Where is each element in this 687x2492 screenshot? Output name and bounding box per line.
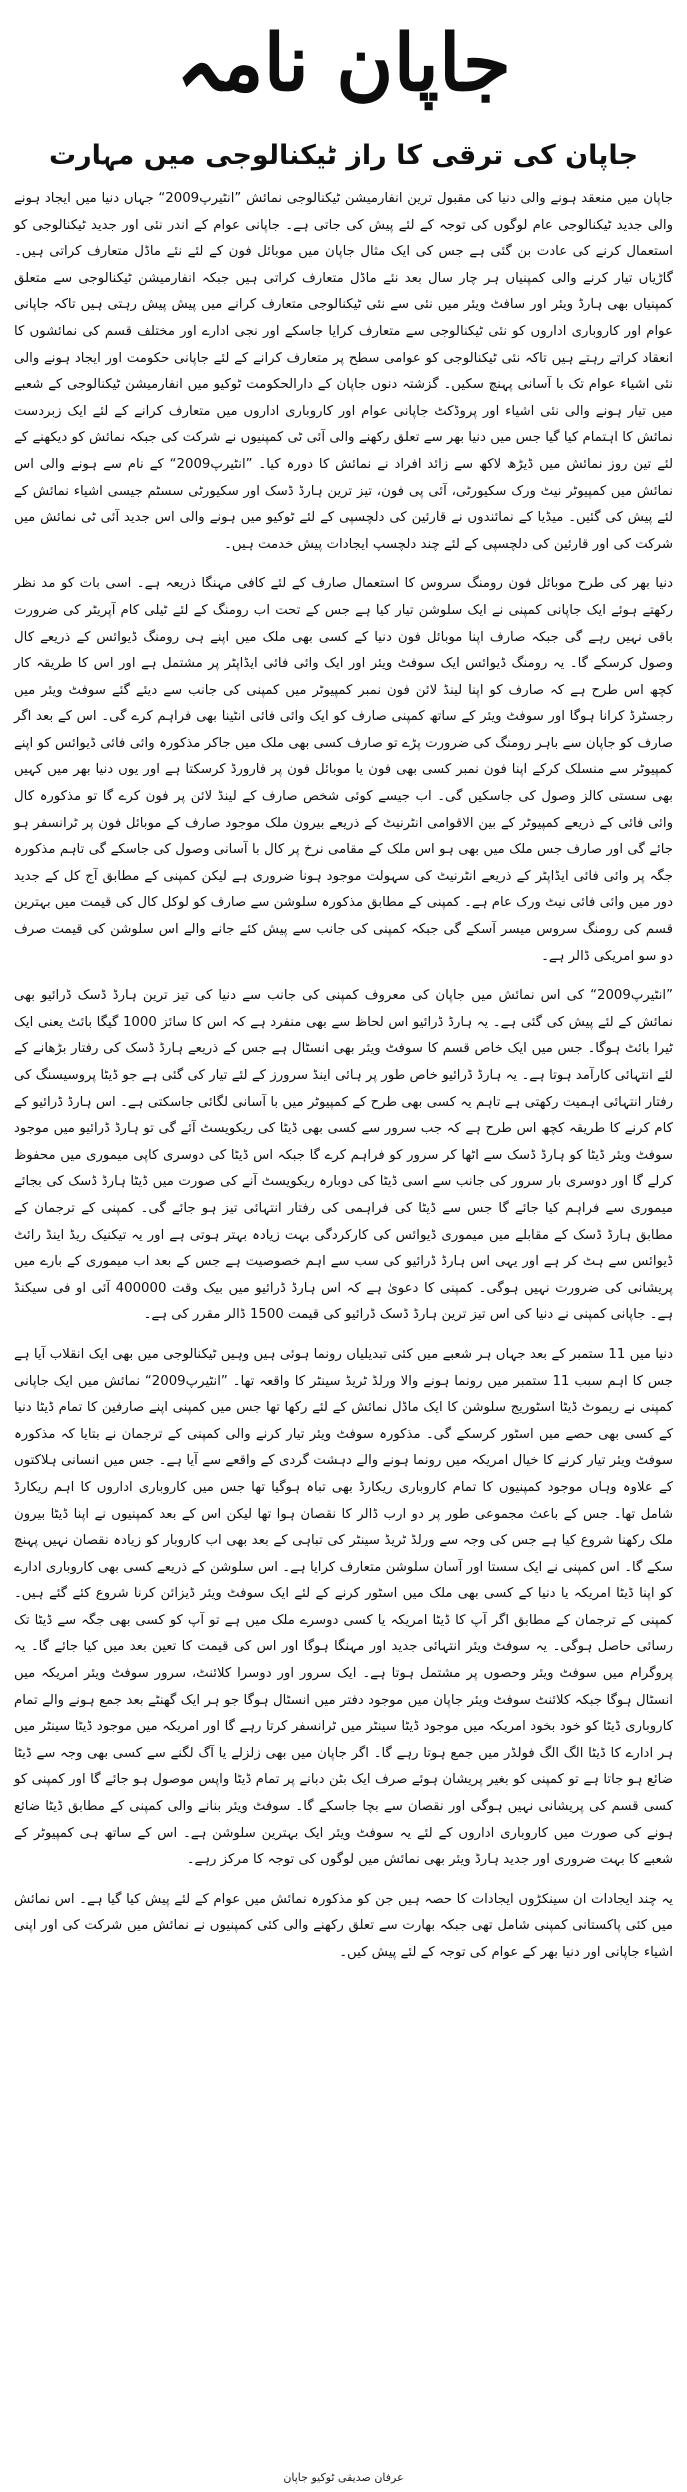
article-body [14, 186, 673, 1967]
headline: جاپان کی ترقی کا راز ٹیکنالوجی میں مہارت [48, 140, 639, 171]
paragraph: دنیا بھر کی طرح موبائل فون رومنگ سروس کا استعمال صارف کے لئے کافی مہنگا ذریعہ ہے۔ اسی بات کو مد نظر رکھتے ہوئے ایک جاپانی کمپنی نے ایک سلوشن تیار کیا ہے جس کے تحت اب رومنگ کے لئے ٹیلی کام آپریٹر کی ضرورت باقی نہیں رہے گی جبکہ صارف اپنا موبائل فون دنیا کے کسی بھی ملک میں اپنے ہی رومنگ ڈیوائس کے ذریعے کال وصول کرسکے گا۔ یہ رومنگ ڈیوائس ایک سوفٹ ویئر اور ایک وائی فائی ایڈاپٹر پر مشتمل ہے اور اس کا طریقہ کار کچھ اس طرح ہے کہ صارف کو اپنا لینڈ لائن فون نمبر کمپیوٹر میں کمپنی کی جانب سے دیئے گئے سوفٹ ویئر میں رجسٹرڈ کرانا ہوگا اور سوفٹ ویئر کے ساتھ کمپنی صارف کو ایک وائی فائی انٹینا بھی فراہم کرے گی۔ اس کے بعد اگر صارف کو جاپان سے باہر رومنگ کی ضرورت پڑے تو صارف کسی بھی ملک میں جاکر مذکورہ وائی فائی ڈیوائس کو اپنے کمپیوٹر سے منسلک کرکے اپنا فون نمبر کسی بھی فون یا موبائل فون پر فارورڈ کرسکتا ہے اور یوں دنیا بھر میں کہیں بھی سستی کالز وصول کی جاسکیں گی۔ اب جیسے کوئی شخص صارف کے لینڈ لائن پر فون کرے گا تو مذکورہ کال وائی فائی کے ذریعے کمپیوٹر کے بین الاقوامی انٹرنیٹ کے ذریعے بیرون ملک موجود صارف کے موبائل فون پر ٹرانسفر ہو جائے گی اور صارف جس ملک میں بھی ہو اس ملک کے مقامی نرخ پر کال با آسانی وصول کی جاسکے گی تاہم مذکورہ جگہ پر وائی فائی ایڈاپٹر کے ذریعے انٹرنیٹ کی سہولت موجود ہونا ضروری ہے لیکن کمپنی کے مطابق آج کل کے جدید دور میں وائی فائی نیٹ ورک عام ہے۔ کمپنی کے مطابق مذکورہ سلوشن سے صارف کو لوکل کال کی قیمت میں بہترین قسم کی رومنگ سروس میسر آسکے گی جبکہ کمپنی کی جانب سے پیش کئے جانے والے اس سلوشن کی قیمت صرف دو سو امریکی ڈالر ہے۔ [14, 576, 673, 964]
paragraph: جاپان میں منعقد ہونے والی دنیا کی مقبول ترین انفارمیشن ٹیکنالوجی نمائش ”انٹیرپ2009“ جہاں دنیا میں ایجاد ہونے والی جدید ٹیکنالوجی عام لوگوں کی توجہ کے لئے پیش کی جاتی ہے۔ جاپانی عوام کے اندر نئی اور جدید ٹیکنالوجی کو استعمال کرنے کی عادت بن گئی ہے جس کی ایک مثال جاپان میں موبائل فون کے لئے نئے ماڈل متعارف کراتی ہیں۔ گاڑیاں تیار کرنے والی کمپنیاں ہر چار سال بعد نئے ماڈل متعارف کراتی ہیں جبکہ انفارمیشن ٹیکنالوجی سے متعلق کمپنیاں بھی ہارڈ ویئر اور سافٹ ویئر میں نئی سے نئی ٹیکنالوجی متعارف کرانے میں پیش پیش رہتی ہیں تاکہ جاپانی عوام اور کاروباری اداروں کو نئی ٹیکنالوجی سے متعارف کرایا جاسکے اور نجی ادارے اور مختلف قسم کی نمائشوں کا انعقاد کراتے رہتے ہیں تاکہ نئی ٹیکنالوجی کو عوامی سطح پر متعارف کرانے کے لئے جاپانی حکومت اور ایجاد ہونے والی نئی اشیاء عوام تک با آسانی پہنچ سکیں۔ گزشتہ دنوں جاپان کے دارالحکومت ٹوکیو میں انفارمیشن ٹیکنالوجی کے شعبے میں تیار ہونے والی نئی اشیاء اور پروڈکٹ جاپانی عوام اور کاروباری اداروں میں متعارف کرانے کے لئے ایک زبردست نمائش کا اہتمام کیا گیا جس میں دنیا بھر سے تعلق رکھنے والی آئی ٹی کمپنیوں نے شرکت کی جبکہ نمائش کو دیکھنے کے لئے تین روز نمائش میں ڈیڑھ لاکھ سے زائد افراد نے نمائش کا دورہ کیا۔ ”انٹیرپ2009“ کے نام سے ہونے والی اس نمائش میں کمپیوٹر نیٹ ورک سکیورٹی، آئی پی فون، تیز ترین ہارڈ ڈسک اور سکیورٹی سسٹم جیسی اشیاء نمائش کے لئے پیش کی گئیں۔ میڈیا کے نمائندوں نے قارئین کی دلچسپی کے لئے ٹوکیو میں ہونے والی اس جدید آئی ٹی نمائش میں شرکت کی اور قارئین کی دلچسپی کے لئے چند دلچسپ ایجادات پیش خدمت ہیں۔ [14, 191, 673, 552]
masthead: جاپان نامہ [176, 18, 511, 109]
paragraph: ”انٹیرپ2009“ کی اس نمائش میں جاپان کی معروف کمپنی کی جانب سے دنیا کی تیز ترین ہارڈ ڈسک ڈرائیو بھی نمائش کے لئے پیش کی گئی ہے۔ یہ ہارڈ ڈرائیو اس لحاظ سے بھی منفرد ہے کہ اس کا سائز 1000 گیگا بائٹ یعنی ایک ٹیرا بائٹ ہوگا۔ جس میں ایک خاص قسم کا سوفٹ ویئر بھی انسٹال ہے جس کے ذریعے ہارڈ ڈسک کی رفتار بڑھانے کے لئے انتہائی کارآمد ہوتا ہے۔ یہ ہارڈ ڈرائیو خاص طور پر ہائی اینڈ سرورز کے لئے تیار کی گئی ہے جو ڈیٹا پروسیسنگ کی رفتار انتہائی اہمیت رکھتی ہے تاہم یہ کسی بھی طرح کے کمپیوٹر میں با آسانی لگائی جاسکتی ہے۔ اس ہارڈ ڈرائیو کے کام کرنے کا طریقہ کچھ اس طرح ہے کہ جب سرور سے کسی بھی ڈیٹا کی ریکویسٹ آئے گی تو ہارڈ ڈرائیو میں موجود سوفٹ ویئر ڈیٹا کو ہارڈ ڈسک سے اٹھا کر سرور کو فراہم کرے گا جبکہ اس ڈیٹا کی دوسری کاپی میموری میں محفوظ کرلے گا اور دوسری بار سرور کی جانب سے اسی ڈیٹا کی دوبارہ ریکویسٹ آنے کی صورت میں ڈیٹا ہارڈ ڈسک کی بجائے میموری سے فراہم کیا جائے گا جس سے ڈیٹا کی فراہمی کی رفتار انتہائی تیز ہو جائے گی۔ کمپنی کے ترجمان کے مطابق ہارڈ ڈسک کے مقابلے میں میموری ڈیوائس کی کارکردگی بہت زیادہ بہتر ہوتی ہے اور یہ تیکنیک ریڈ اینڈ رائٹ ڈیوائس سے ہٹ کر ہے اور یہی اس ہارڈ ڈرائیو کی سب سے اہم خصوصیت ہے جس کے بعد اب میموری کے بارے میں پریشانی کی ضرورت نہیں ہوگی۔ کمپنی کا دعویٰ ہے کہ اس ہارڈ ڈرائیو میں بیک وقت 400000 آئی او فی سیکنڈ ہے۔ جاپانی کمپنی نے دنیا کی اس تیز ترین ہارڈ ڈسک ڈرائیو کی قیمت 1500 ڈالر مقرر کی ہے۔ [14, 988, 674, 1323]
paragraph: یہ چند ایجادات ان سینکڑوں ایجادات کا حصہ ہیں جن کو مذکورہ نمائش میں عوام کے لئے پیش کیا گیا ہے۔ اس نمائش میں کئی پاکستانی کمپنی شامل تھی جبکہ بھارت سے تعلق رکھنے والی کئی کمپنیوں نے نمائش میں شرکت کی اور اپنی اشیاء جاپانی اور دنیا بھر کے عوام کی توجہ کے لئے پیش کیں۔ [14, 1891, 673, 1960]
byline: عرفان صدیقی ٹوکیو جاپان [283, 2471, 404, 2484]
paragraph: دنیا میں 11 ستمبر کے بعد جہاں ہر شعبے میں کئی تبدیلیاں رونما ہوئی ہیں وہیں ٹیکنالوجی میں بھی ایک انقلاب آیا ہے جس کا اہم سبب 11 ستمبر میں رونما ہونے والا ورلڈ ٹریڈ سینٹر کا واقعہ تھا۔ ”انٹیرپ2009“ نمائش میں ایک جاپانی کمپنی نے ریموٹ ڈیٹا اسٹوریج سلوشن کا ایک ماڈل نمائش کے لئے رکھا تھا جس میں کمپنی اپنے صارفین کا تمام ڈیٹا دنیا کے کسی بھی حصے میں اسٹور کرسکے گی۔ مذکورہ سوفٹ ویئر تیار کرنے والی کمپنی کے ترجمان نے بتایا کہ مذکورہ سوفٹ ویئر تیار کرنے کا خیال امریکہ میں رونما ہونے والے دہشت گردی کے واقعے سے آیا ہے۔ جس میں انسانی ہلاکتوں کے علاوہ وہاں موجود کمپنیوں کا تمام کاروباری ریکارڈ بھی تباہ ہوگیا تھا جس میں کاروباری اداروں کا اہم ریکارڈ شامل تھا۔ جس کے باعث مجموعی طور پر دو ارب ڈالر کا نقصان ہوا تھا لیکن اس کے بعد کمپنیوں نے اپنا ڈیٹا بیرون ملک رکھنا شروع کیا ہے جس کی وجہ سے ورلڈ ٹریڈ سینٹر کی تباہی کے بعد بھی اب کاروبار کو زیادہ نقصان نہیں پہنچ سکے گا۔ اس کمپنی نے ایک سستا اور آسان سلوشن متعارف کرایا ہے۔ اس سلوشن کے ذریعے کسی بھی کاروباری ادارے کو اپنا ڈیٹا امریکہ یا دنیا کے کسی بھی ملک میں اسٹور کرنے کے لئے ایک سوفٹ ویئر ڈیزائن کرنا شروع کئے گئے ہیں۔ کمپنی کے ترجمان کے مطابق اگر آپ کا ڈیٹا امریکہ یا کسی دوسرے ملک میں ہے تو آپ کو کسی بھی جگہ سے ڈیٹا تک رسائی حاصل ہوگی۔ یہ سوفٹ ویئر انتہائی جدید اور مہنگا ہوگا اور اس کی قیمت کا تعین بعد میں کیا جائے گا۔ یہ پروگرام میں سوفٹ ویئر وحصوں پر مشتمل ہوتا ہے۔ ایک سرور اور دوسرا کلائنٹ، سرور سوفٹ ویئر امریکہ میں انسٹال ہوگا جبکہ کلائنٹ سوفٹ ویئر جاپان میں موجود دفتر میں انسٹال ہوگا جو ہر ایک گھنٹے بعد جمع ہونے والے تمام کاروباری ڈیٹا کو خود بخود امریکہ میں موجود ڈیٹا سینٹر میں ٹرانسفر کرتا رہے گا اور امریکہ میں موجود ڈیٹا سینٹر میں ہر ادارے کا ڈیٹا الگ الگ فولڈر میں جمع ہوتا رہے گا۔ اگر جاپان میں بھی زلزلے یا آگ لگنے سے کسی بھی وجہ سے ڈیٹا ضائع ہو جاتا ہے تو کمپنی کو بغیر پریشان ہوئے صرف ایک بٹن دبانے پر تمام ڈیٹا واپس موصول ہو جائے گا اور کمپنی کو کسی قسم کی پریشانی نہیں ہوگی اور نقصان سے بچا جاسکے گا۔ سوفٹ ویئر بنانے والی کمپنی کے مطابق ڈیٹا ضائع ہونے کی صورت میں کاروباری اداروں کے لئے یہ سوفٹ ویئر ایک بہترین سلوشن ہے۔ اس کے ساتھ ہی کمپیوٹر کے شعبے کا بہت ضروری اور جدید ہارڈ ویئر بھی نمائش میں لوگوں کی توجہ کا مرکز رہے۔ [14, 1346, 673, 1868]
